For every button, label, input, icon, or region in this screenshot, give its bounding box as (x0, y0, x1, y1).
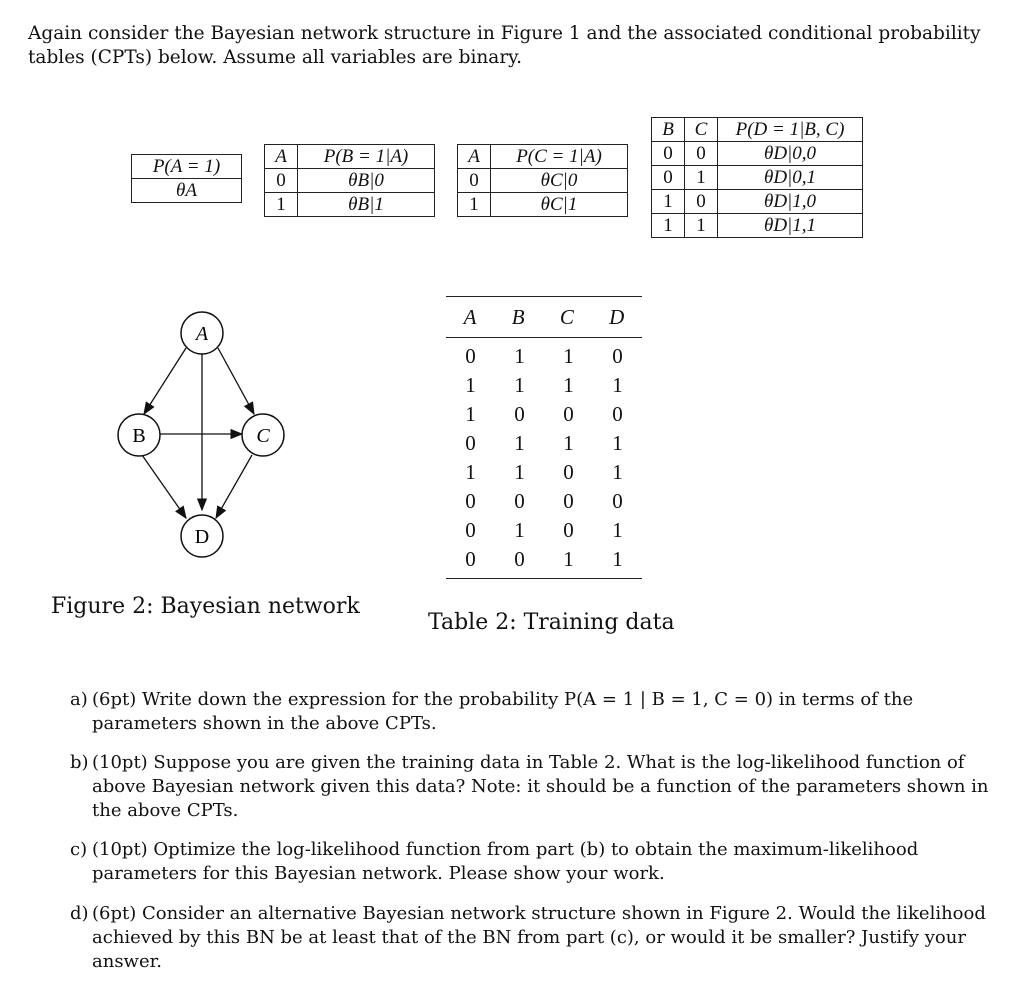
cpt-a-value: θA (132, 179, 242, 203)
cell: 0 (612, 489, 623, 513)
node-b-label: B (132, 425, 146, 447)
cpt-d-h1: B (652, 118, 685, 142)
edge-c-d (216, 455, 252, 518)
table-row (446, 516, 642, 545)
question-text: (10pt) Optimize the log-likelihood function from part (b) to obtain the maximum-likelihood parameters for this Bayesian network. Please show your work. (92, 839, 919, 884)
cell: 0 (465, 344, 476, 368)
cpt-b-v0: θB|0 (298, 169, 435, 193)
cpt-d-c3: 1 (685, 214, 718, 238)
table-row (446, 545, 642, 574)
edge-b-d (142, 455, 186, 518)
cell: 1 (514, 460, 525, 484)
cpt-d-c0: 0 (685, 142, 718, 166)
cell: 1 (465, 460, 476, 484)
cell: 0 (612, 344, 623, 368)
cell: 1 (514, 431, 525, 455)
table-row (446, 400, 642, 429)
training-header: A (463, 305, 477, 329)
table-row (446, 487, 642, 516)
cpt-c-h1: A (458, 145, 491, 169)
cell: 0 (563, 460, 574, 484)
question-label: c) (70, 839, 88, 860)
cell: 1 (612, 460, 623, 484)
cpt-b-a0: 0 (265, 169, 298, 193)
training-header: B (511, 305, 525, 329)
cell: 1 (465, 402, 476, 426)
cpt-b-v1: θB|1 (298, 193, 435, 217)
cpt-d-h3: P(D = 1|B, C) (718, 118, 863, 142)
cpt-a-table (131, 154, 242, 203)
training-header: D (609, 305, 625, 329)
node-c-label: C (256, 425, 270, 447)
question-label: b) (70, 752, 89, 773)
cpt-d-v0: θD|0,0 (718, 142, 863, 166)
cpt-c-table (457, 144, 628, 217)
cpt-d-c1: 1 (685, 166, 718, 190)
table-row (446, 458, 642, 487)
cell: 1 (514, 518, 525, 542)
cell: 0 (612, 402, 623, 426)
cell: 0 (563, 489, 574, 513)
bayesian-network-diagram (100, 300, 300, 560)
cpt-c-a1: 1 (458, 193, 491, 217)
cell: 0 (465, 547, 476, 571)
table-row (446, 342, 642, 371)
cpt-c-h2: P(C = 1|A) (491, 145, 628, 169)
cell: 1 (612, 431, 623, 455)
cell: 0 (514, 402, 525, 426)
cell: 1 (465, 373, 476, 397)
cell: 0 (563, 518, 574, 542)
table-caption: Table 2: Training data (428, 610, 675, 635)
question-label: a) (70, 689, 88, 710)
cpt-d-table (651, 117, 863, 238)
cell: 1 (563, 344, 574, 368)
cpt-c-v0: θC|0 (491, 169, 628, 193)
question-label: d) (70, 903, 89, 924)
training-data-table (446, 296, 642, 579)
cpt-b-a1: 1 (265, 193, 298, 217)
question-d (70, 902, 1000, 974)
table-row (446, 371, 642, 400)
question-text: (6pt) Consider an alternative Bayesian network structure shown in Figure 2. Would the likelihood achieved by this BN be at least that of the BN from part (c), or would it be smaller? Justify your answer. (92, 903, 986, 972)
cpt-c-v1: θC|1 (491, 193, 628, 217)
cpt-c-a0: 0 (458, 169, 491, 193)
cell: 1 (563, 431, 574, 455)
cpt-d-b3: 1 (652, 214, 685, 238)
edge-a-b (144, 348, 186, 414)
cell: 1 (612, 373, 623, 397)
cpt-d-v2: θD|1,0 (718, 190, 863, 214)
cell: 1 (514, 344, 525, 368)
cell: 0 (514, 547, 525, 571)
cpt-d-h2: C (685, 118, 718, 142)
table-row (446, 429, 642, 458)
cpt-b-table (264, 144, 435, 217)
question-text: (10pt) Suppose you are given the training data in Table 2. What is the log-likelihood function of above Bayesian network given this data? Note: it should be a function of the parameters shown in the above CPTs. (92, 752, 989, 821)
question-b (70, 751, 1000, 823)
cell: 0 (465, 518, 476, 542)
cell: 0 (465, 431, 476, 455)
question-text: (6pt) Write down the expression for the probability P(A = 1 | B = 1, C = 0) in terms of the parameters shown in the above CPTs. (92, 689, 914, 734)
training-header-row (446, 297, 642, 337)
cpt-d-b1: 0 (652, 166, 685, 190)
training-header: C (559, 305, 574, 329)
cell: 1 (563, 547, 574, 571)
cpt-d-b2: 1 (652, 190, 685, 214)
cpt-d-v3: θD|1,1 (718, 214, 863, 238)
cell: 0 (563, 402, 574, 426)
cpt-b-h2: P(B = 1|A) (298, 145, 435, 169)
node-a-label: A (195, 323, 209, 345)
intro-paragraph: Again consider the Bayesian network structure in Figure 1 and the associated conditional probability tables (CPTs) below. Assume all variables are binary. (28, 23, 981, 68)
question-c (70, 838, 1000, 886)
cpt-a-header: P(A = 1) (132, 155, 242, 179)
cell: 1 (612, 547, 623, 571)
cpt-d-c2: 0 (685, 190, 718, 214)
cell: 1 (514, 373, 525, 397)
cell: 1 (612, 518, 623, 542)
cpt-d-v1: θD|0,1 (718, 166, 863, 190)
cell: 0 (465, 489, 476, 513)
question-a (70, 688, 1000, 736)
edge-a-c (218, 348, 254, 414)
cell: 1 (563, 373, 574, 397)
figure-caption: Figure 2: Bayesian network (51, 594, 360, 619)
cpt-b-h1: A (265, 145, 298, 169)
cell: 0 (514, 489, 525, 513)
cpt-d-b0: 0 (652, 142, 685, 166)
node-d-label: D (194, 526, 210, 548)
